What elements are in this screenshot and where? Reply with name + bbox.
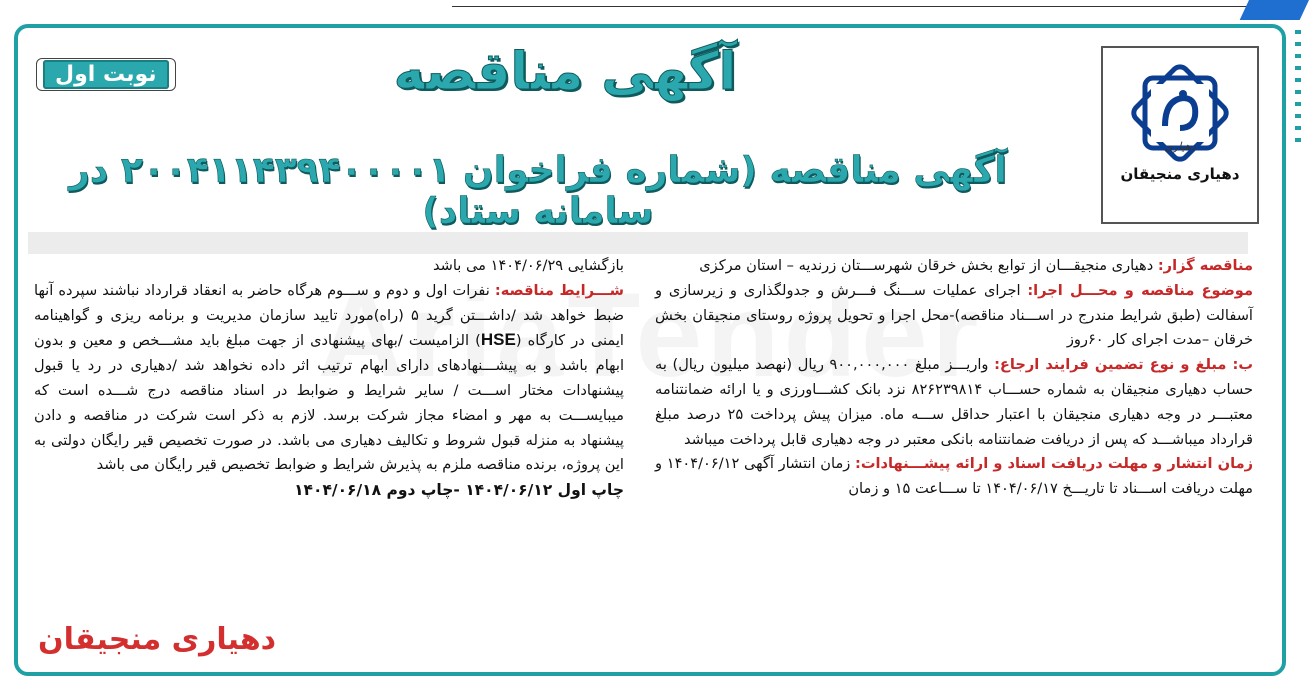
schedule-label: زمان انتشار و مهلت دریافت اسناد و ارائه پیشـــنهادات:: [855, 455, 1254, 473]
tenderer-text: دهیاری منجیقـــان از توابع بخش خرقان شهرســـتان زرندیه – استان مرکزی: [699, 257, 1158, 274]
badge-frame: [36, 58, 176, 91]
title-ribbon-right: [1128, 232, 1248, 254]
side-ticks: [1295, 30, 1301, 680]
subject-text: اجرای عملیات ســـنگ فـــرش و جدولگذاری و زیرسازی و آسفالت (طبق شرایط مندرج در اســـناد مناقصه)-محل اجرا و تحویل پروژه روستای منجیقان بخش خرقان –مدت اجرای کار ۶۰روز: [655, 281, 1253, 349]
conditions-label: شـــرایط مناقصه:: [494, 281, 624, 299]
conditions-text-b: ) الزامیست /بهای پیشنهادی از جهت مبلغ باید مشـــخص و معین و بدون ابهام باشد و به پیشـــنهادهای دارای ابهام ترتیب اثر داده نخواهد شد /دهیاری در رد یا قبول پیشنهادات مختار اســـت / سایر شرایط و ضوابط در اسناد مناقصه درج شـــده است که میبایســـت به مهر و امضاء مجاز شرکت برسد. لازم به ذکر است شرکت در مناقصه و دادن پیشنهاد به منزله قبول شروط و تکالیف دهیاری می باشد. در صورت تخصیص قیر رایگان دولتی به این پروژه، برنده مناقصه ملزم به پذیرش شرایط و ضوابط تخصیص قیر رایگان می باشد: [34, 332, 624, 474]
hse-text: HSE: [480, 330, 516, 350]
conditions-paragraph: [34, 279, 624, 478]
corner-accent: [1240, 0, 1309, 20]
subject-paragraph: [655, 279, 1253, 353]
schedule-paragraph: [655, 452, 1253, 502]
opening-date-paragraph: بازگشایی ۱۴۰۴/۰۶/۲۹ می باشد: [432, 257, 624, 274]
print-dates: چاپ اول ۱۴۰۴/۰۶/۱۲ -چاپ دوم ۱۴۰۴/۰۶/۱۸: [294, 481, 624, 500]
tenderer-paragraph: [655, 254, 1253, 279]
logo-caption: دهیاری منجیقان: [1120, 165, 1240, 183]
main-title: آگهی مناقصه: [393, 42, 737, 102]
subject-label: موضوع مناقصه و محـــل اجرا:: [1027, 281, 1253, 299]
conditions-text-a: نفرات اول و دوم و ســـوم هرگاه حاضر به انعقاد قرارداد نباشند سپرده آنها ضبط خواهد شد /داشـــتن گرید ۵ (راه)مورد تایید سازمان مدیریت و برنامه ریزی و گواهینامه ایمنی در کارگاه (: [34, 281, 625, 350]
schedule-text: زمان انتشار آگهی ۱۴۰۴/۰۶/۱۲ و مهلت دریافت اســـناد تا تاریـــخ ۱۴۰۴/۰۶/۱۷ تا ســـاعت ۱۵ و زمان: [655, 455, 1253, 498]
notice-round-badge: نوبت اول: [43, 60, 169, 89]
sub-title: آگهی مناقصه (شماره فراخوان ۲۰۰۴۱۱۴۳۹۴۰۰۰۰۱ در سامانه ستاد): [69, 150, 1007, 232]
logo-box: [1101, 46, 1259, 224]
left-column: [34, 254, 624, 503]
tenderer-label: مناقصه گزار:: [1157, 257, 1253, 274]
signature: دهیاری منجیقان: [38, 622, 277, 657]
top-rule: [452, 6, 1252, 7]
guarantee-label: ب: مبلغ و نوع تضمین فرایند ارجاع:: [994, 356, 1253, 374]
logo-mark-text: دهیاری: [1164, 140, 1196, 153]
guarantee-text: واریـــز مبلغ ۹۰۰,۰۰۰,۰۰۰ ریال (نهصد میلیون ریال) به حساب دهیاری منجیقان به شماره حســـاب ۸۲۶۲۳۹۸۱۴ نزد بانک کشـــاورزی و یا ارائه ضمانتنامه معتبـــر در وجه دهیاری منجیقان با اعتبار حداقل ســـه ماه. میزان پیش پرداخت ۲۵ درصد مبلغ قرارداد میباشـــد که پس از دریافت ضمانتنامه بانکی معتبر در وجه دهیاری قابل پرداخت میباشد: [655, 356, 1253, 448]
guarantee-paragraph: [655, 353, 1253, 452]
title-ribbon: [28, 232, 1128, 254]
right-column: [655, 254, 1253, 502]
